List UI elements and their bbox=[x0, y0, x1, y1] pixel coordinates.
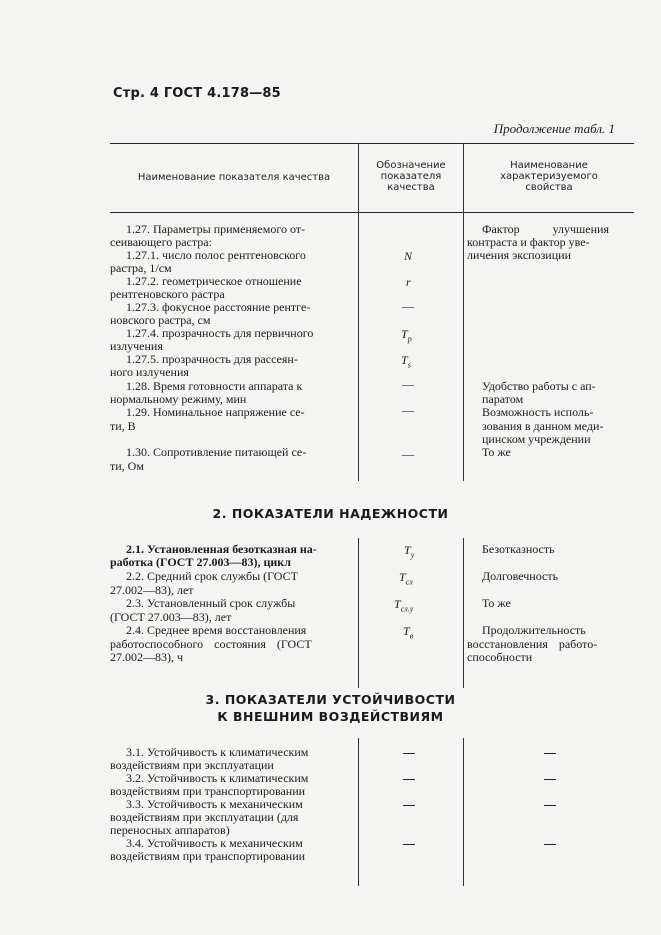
property-line: Продолжительность bbox=[482, 623, 586, 637]
indicator-line: 1.30. Сопротивление питающей се- bbox=[126, 445, 307, 459]
indicator-line: 3.2. Устойчивость к климатическим bbox=[126, 771, 309, 785]
indicator-line: излучения bbox=[110, 339, 163, 353]
property-line: способности bbox=[467, 650, 533, 664]
indicator-line: 1.27. Параметры применяемого от- bbox=[126, 222, 306, 236]
symbol-dash: — bbox=[402, 377, 414, 391]
column-divider-2 bbox=[463, 738, 464, 886]
symbol-Ty bbox=[404, 543, 414, 559]
symbol-main: T bbox=[404, 543, 411, 557]
property-line: личения экспозиции bbox=[467, 248, 571, 262]
property-line: Возможность исполь- bbox=[482, 405, 594, 419]
table-header-bottom-rule bbox=[110, 212, 634, 213]
indicator-line: работоспособного состояния (ГОСТ bbox=[110, 637, 312, 651]
property-dash bbox=[544, 844, 556, 845]
indicator-line: сеивающего растра: bbox=[110, 235, 212, 249]
indicator-line: 1.27.2. геометрическое отношение bbox=[126, 274, 302, 288]
section-title-reliability: 2. ПОКАЗАТЕЛИ НАДЕЖНОСТИ bbox=[212, 506, 449, 521]
column-header-indicator bbox=[112, 172, 356, 183]
property-line: То же bbox=[482, 596, 511, 610]
symbol-main: T bbox=[401, 353, 408, 367]
symbol-dash bbox=[403, 753, 415, 754]
symbol-dash bbox=[403, 779, 415, 780]
property-line: Долговечность bbox=[482, 569, 559, 583]
column-divider-1 bbox=[358, 143, 359, 481]
indicator-line: воздействиям при транспортировании bbox=[110, 784, 306, 798]
indicator-line: 1.27.4. прозрачность для первичного bbox=[126, 326, 314, 340]
column-divider-1 bbox=[358, 538, 359, 688]
indicator-line: 27.002—83), лет bbox=[110, 583, 194, 597]
column-divider-2 bbox=[463, 538, 464, 688]
indicator-line: ти, В bbox=[110, 419, 136, 433]
column-divider-1 bbox=[358, 738, 359, 886]
symbol-main: T bbox=[399, 570, 406, 584]
symbol-dash: — bbox=[402, 403, 414, 417]
column-header-indicator-text: Наименование показателя качества bbox=[137, 172, 331, 183]
indicator-line: 1.28. Время готовности аппарата к bbox=[126, 379, 303, 393]
indicator-line: воздействиям при эксплуатации bbox=[110, 758, 274, 772]
column-header-symbol bbox=[360, 160, 462, 193]
indicator-line: 2.1. Установленная безотказная на- bbox=[126, 542, 317, 556]
symbol-subscript: s bbox=[407, 360, 411, 370]
indicator-line: 1.29. Номинальное напряжение се- bbox=[126, 405, 305, 419]
indicator-line: воздействиям при эксплуатации (для bbox=[110, 810, 299, 824]
section-title-external-resistance: 3. ПОКАЗАТЕЛИ УСТОЙЧИВОСТИ bbox=[205, 692, 456, 707]
symbol-Tv bbox=[403, 624, 413, 640]
indicator-line: 1.27.5. прозрачность для рассеян- bbox=[126, 352, 298, 366]
symbol-subscript: у bbox=[410, 550, 415, 560]
indicator-line: воздействиям при транспортировании bbox=[110, 849, 306, 863]
property-line: зования в данном меди- bbox=[482, 419, 604, 433]
indicator-line: растра, 1/см bbox=[110, 261, 172, 275]
symbol-dash: — bbox=[402, 299, 414, 313]
property-line: цинском учреждении bbox=[482, 432, 591, 446]
property-line: Безотказность bbox=[482, 542, 555, 556]
table-continuation-label: Продолжение табл. 1 bbox=[493, 121, 615, 136]
column-header-symbol-line-2: показателя bbox=[380, 171, 442, 182]
symbol-Tsly bbox=[394, 597, 413, 613]
indicator-line: переносных аппаратов) bbox=[110, 823, 230, 837]
indicator-line: новского растра, см bbox=[110, 313, 211, 327]
page-header-reference: Стр. 4 ГОСТ 4.178—85 bbox=[113, 86, 281, 101]
symbol-Ts bbox=[401, 353, 411, 369]
indicator-line: ного излучения bbox=[110, 365, 189, 379]
column-header-property-line-3: свойства bbox=[525, 182, 573, 193]
symbol-Tsl bbox=[399, 570, 413, 586]
column-divider-2 bbox=[463, 143, 464, 481]
column-header-property-line-1: Наименование bbox=[510, 160, 588, 171]
indicator-line: работка (ГОСТ 27.003—83), цикл bbox=[110, 555, 291, 569]
column-header-symbol-line-3: качества bbox=[387, 182, 435, 193]
indicator-line: 3.4. Устойчивость к механическим bbox=[126, 836, 303, 850]
column-header-property bbox=[465, 160, 633, 193]
symbol-Tp bbox=[401, 327, 412, 343]
property-dash bbox=[544, 805, 556, 806]
property-line: Фактор улучшения bbox=[482, 222, 609, 236]
column-header-property-line-2: характеризуемого bbox=[500, 171, 598, 182]
indicator-line: 3.1. Устойчивость к климатическим bbox=[126, 745, 309, 759]
symbol-dash: — bbox=[402, 447, 414, 461]
property-line: Удобство работы с ап- bbox=[482, 379, 596, 393]
property-line: восстановления работо- bbox=[467, 637, 598, 651]
symbol-subscript: p bbox=[407, 334, 412, 344]
symbol-subscript: сл.у bbox=[400, 604, 414, 614]
property-line: паратом bbox=[482, 392, 524, 406]
property-line: То же bbox=[482, 445, 511, 459]
indicator-line: 3.3. Устойчивость к механическим bbox=[126, 797, 303, 811]
symbol-main: T bbox=[394, 597, 401, 611]
indicator-line: 2.2. Средний срок службы (ГОСТ bbox=[126, 569, 298, 583]
property-line: контраста и фактор уве- bbox=[467, 235, 590, 249]
symbol-r: r bbox=[406, 275, 411, 289]
property-dash bbox=[544, 753, 556, 754]
indicator-line: рентгеновского растра bbox=[110, 287, 225, 301]
symbol-subscript: в bbox=[409, 631, 414, 641]
property-dash bbox=[544, 779, 556, 780]
indicator-line: 2.4. Среднее время восстановления bbox=[126, 623, 307, 637]
symbol-N: N bbox=[404, 249, 413, 263]
indicator-line: 27.002—83), ч bbox=[110, 650, 184, 664]
symbol-main: T bbox=[401, 327, 408, 341]
symbol-dash bbox=[403, 805, 415, 806]
indicator-line: 1.27.1. число полос рентгеновского bbox=[126, 248, 306, 262]
indicator-line: ти, Ом bbox=[110, 459, 144, 473]
symbol-main: T bbox=[403, 624, 410, 638]
indicator-line: 2.3. Установленный срок службы bbox=[126, 596, 296, 610]
column-header-symbol-line-1: Обозначение bbox=[376, 160, 446, 171]
section-title-external-resistance-line-2: К ВНЕШНИМ ВОЗДЕЙСТВИЯМ bbox=[217, 709, 444, 724]
indicator-line: нормальному режиму, мин bbox=[110, 392, 247, 406]
symbol-dash bbox=[403, 844, 415, 845]
indicator-line: (ГОСТ 27.003—83), лет bbox=[110, 610, 232, 624]
symbol-subscript: сл bbox=[405, 577, 413, 587]
indicator-line: 1.27.3. фокусное расстояние рентге- bbox=[126, 300, 311, 314]
table-top-rule bbox=[110, 143, 634, 144]
